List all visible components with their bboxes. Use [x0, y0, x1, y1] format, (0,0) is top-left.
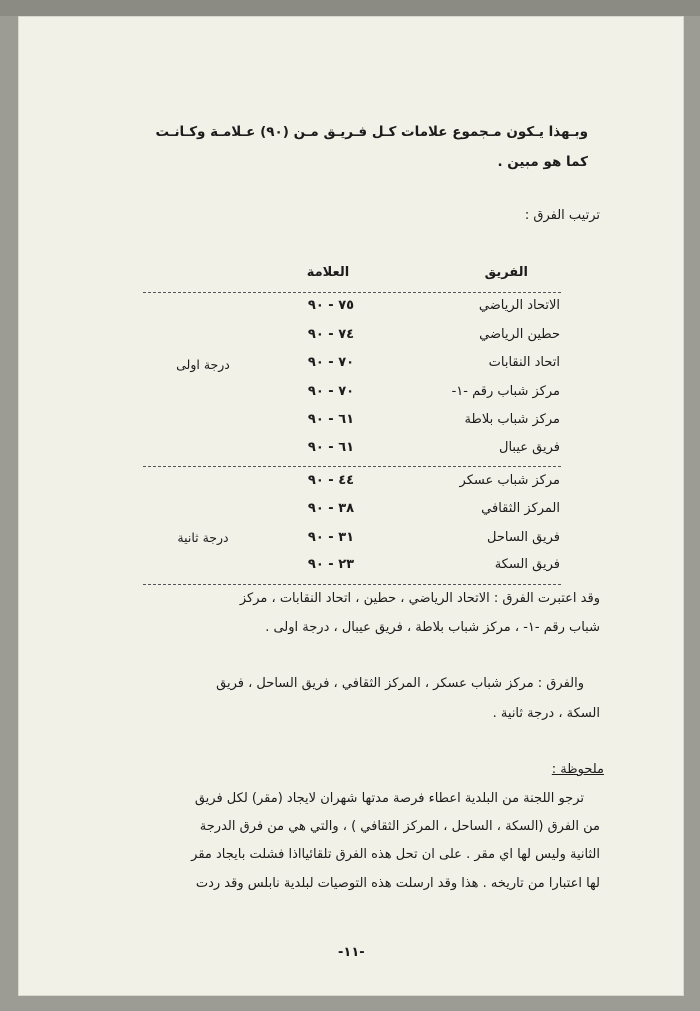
table-row-score: ٦١ - ٩٠: [307, 440, 355, 455]
page-number: -١١-: [338, 945, 365, 960]
table-row-team: حطين الرياضي: [479, 327, 560, 342]
para1-line-2: شباب رقم -١- ، مركز شباب بلاطة ، فريق عيبال ، درجة اولى .: [265, 620, 600, 635]
table-row-score: ٧٥ - ٩٠: [307, 298, 355, 313]
table-header-score: العلامة: [306, 265, 350, 280]
table-row-score: ٧٤ - ٩٠: [307, 327, 355, 342]
para2-line-1: والفرق : مركز شباب عسكر ، المركز الثقافي ، فريق الساحل ، فريق: [216, 676, 584, 691]
table-row-score: ٣١ - ٩٠: [307, 530, 355, 545]
table-row-team: الاتحاد الرياضي: [478, 298, 560, 313]
note-line-1: ترجو اللجنة من البلدية اعطاء فرصة مدتها شهران لايجاد (مقر) لكل فريق: [194, 791, 584, 806]
note-line-4: لها اعتبارا من تاريخه . هذا وقد ارسلت هذه التوصيات لبلدية نابلس وقد ردت: [195, 876, 600, 891]
intro-line-2: كما هو مبين .: [497, 154, 588, 170]
grade-label-second: درجة ثانية: [177, 530, 229, 545]
para2-line-2: السكة ، درجة ثانية .: [492, 706, 600, 721]
ranking-title: ترتيب الفرق :: [524, 208, 600, 223]
table-header-team: الفريق: [484, 265, 528, 280]
note-line-3: الثانية وليس لها اي مقر . على ان تحل هذه الفرق تلقائيااذا فشلت بايجاد مقر: [191, 847, 600, 862]
group-divider: [143, 466, 561, 467]
table-row-score: ٣٨ - ٩٠: [307, 501, 355, 516]
table-row-score: ٧٠ - ٩٠: [307, 384, 355, 399]
table-row-team: مركز شباب بلاطة: [464, 412, 560, 427]
table-header-rule: [143, 292, 561, 293]
table-row-score: ٧٠ - ٩٠: [307, 355, 355, 370]
table-row-team: فريق السكة: [494, 557, 560, 572]
table-row-team: فريق الساحل: [487, 530, 560, 545]
note-heading: ملحوظة :: [551, 762, 604, 777]
table-row-score: ٢٣ - ٩٠: [307, 557, 355, 572]
table-row-team: مركز شباب عسكر: [459, 473, 560, 488]
grade-label-first: درجة اولى: [176, 357, 230, 372]
note-line-2: من الفرق (السكة ، الساحل ، المركز الثقافي ) ، والتي هي من فرق الدرجة: [199, 819, 600, 834]
table-row-team: فريق عيبال: [499, 440, 560, 455]
table-row-team: المركز الثقافي: [481, 501, 560, 516]
table-row-team: اتحاد النقابات: [488, 355, 560, 370]
table-row-score: ٦١ - ٩٠: [307, 412, 355, 427]
table-row-score: ٤٤ - ٩٠: [307, 473, 355, 488]
scan-border: [0, 0, 700, 16]
table-bottom-rule: [143, 584, 561, 585]
intro-line-1: وبـهذا يـكون مـجموع علامات كـل فـريـق مـن (٩٠) عـلامـة وكـانـت: [155, 124, 588, 140]
para1-line-1: وقد اعتبرت الفرق : الاتحاد الرياضي ، حطين ، اتحاد النقابات ، مركز: [239, 591, 600, 606]
table-row-team: مركز شباب رقم -١-: [451, 384, 560, 399]
